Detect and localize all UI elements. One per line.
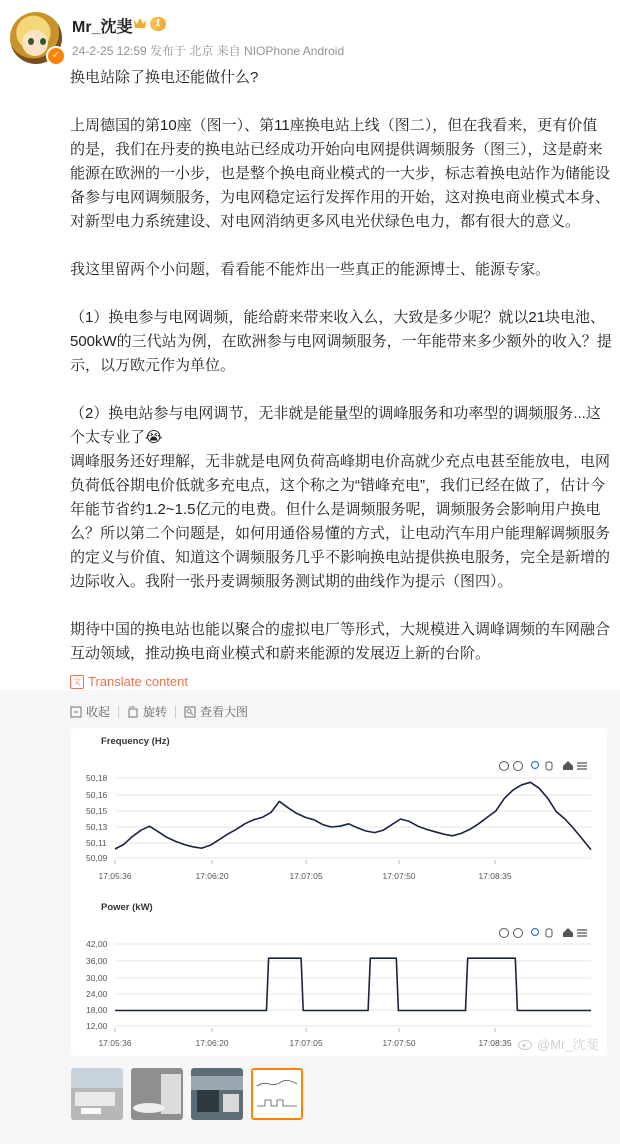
post-paragraph: （2）换电站参与电网调节，无非就是能量型的调峰服务和功率型的调频服务...这个太专业了😭 (70, 405, 601, 446)
y-tick-label: 24,00 (86, 989, 108, 999)
chart-svg (71, 728, 607, 1056)
collapse-icon (70, 706, 82, 718)
magnifier-icon (532, 762, 539, 769)
post-paragraph: 调峰服务还好理解，无非就是电网负荷高峰期电价高就少充点电甚至能放电，电网负荷低谷期电价低就多充电点，这个称之为“错峰充电”，我们已经在做了，估计今年能节省约1.2~1.5亿元的电费。但什么是调频服务呢，调频服务会影响用户换电么？所以第二个问题是，如何用通俗易懂的方式，让电动汽车用户能理解调频服务的定义与价值、知道这个调频服务几乎不影响换电站提供换电服务，完全是新增的边际收入。我附一张丹麦调频服务测试期的曲线作为提示（图四）。 (70, 453, 611, 590)
y-tick-label: 50,15 (86, 806, 108, 816)
thumbnail-image (131, 1068, 183, 1120)
translate-icon: 文 (70, 675, 84, 689)
thumbnail-3[interactable] (191, 1068, 243, 1120)
verified-badge-icon: ✓ (46, 46, 66, 66)
divider (175, 706, 176, 718)
y-tick-label: 50,11 (86, 838, 107, 848)
view-large-button[interactable] (184, 703, 248, 720)
thumbnail-1[interactable] (71, 1068, 123, 1120)
x-tick-label: 17:08:35 (478, 871, 512, 881)
watermark (518, 1034, 599, 1053)
y-tick-label: 50,09 (86, 853, 108, 863)
rotate-button[interactable] (127, 703, 167, 720)
pan-hand-icon (546, 762, 552, 770)
view-large-label: 查看大图 (200, 705, 249, 719)
home-icon (563, 928, 573, 937)
y-tick-label: 12,00 (86, 1021, 108, 1031)
zoom-out-icon (514, 762, 523, 771)
collapse-button[interactable] (70, 703, 110, 720)
post-body (70, 66, 612, 666)
watermark-text: @Mr_沈斐 (537, 1037, 599, 1052)
translate-link[interactable] (70, 674, 188, 689)
paragraph-gap (70, 594, 612, 618)
divider (118, 706, 119, 718)
thumbnail-2[interactable] (131, 1068, 183, 1120)
menu-icon (577, 930, 587, 936)
view-large-icon (184, 706, 196, 718)
paragraph-gap (70, 282, 612, 306)
paragraph-gap (70, 234, 612, 258)
rotate-icon (127, 706, 139, 718)
post-paragraph: 我这里留两个小问题，看看能不能炸出一些真正的能源博士、能源专家。 (70, 261, 551, 278)
x-tick-label: 17:06:20 (195, 871, 229, 881)
frequency-series-line (115, 782, 591, 850)
y-tick-label: 18,00 (86, 1005, 108, 1015)
post-meta: 24-2-25 12:59 发布于 北京 来自 NIOPhone Android (72, 44, 345, 58)
magnifier-icon (532, 929, 539, 936)
y-tick-label: 30,00 (86, 973, 108, 983)
post-paragraph: （1）换电参与电网调频，能给蔚来带来收入么，大致是多少呢？就以21块电池、500kW的三代站为例，在欧洲参与电网调频服务，一年能带来多少额外的收入？提示，以万欧元作为单位。 (70, 309, 612, 374)
media-toolbar (70, 703, 248, 720)
paragraph-gap (70, 90, 612, 114)
y-tick-label: 50,13 (86, 822, 108, 832)
username[interactable]: Mr_沈斐 (72, 19, 133, 36)
collapse-label: 收起 (86, 705, 111, 719)
thumbnail-image (253, 1070, 301, 1118)
y-tick-label: 36,00 (86, 956, 108, 966)
zoom-out-icon (514, 929, 523, 938)
chart-title: Power (kW) (101, 902, 153, 913)
x-tick-label: 17:08:35 (478, 1038, 512, 1048)
level-badge: 1 (150, 17, 166, 31)
chart-image[interactable] (71, 728, 607, 1056)
x-tick-label: 17:05:36 (98, 871, 132, 881)
y-tick-label: 42,00 (86, 939, 108, 949)
zoom-in-icon (500, 762, 509, 771)
avatar-eye (28, 38, 34, 45)
paragraph-gap (70, 378, 612, 402)
post-paragraph: 上周德国的第10座（图一）、第11座换电站上线（图二），但在我看来，更有价值的是，我们在丹麦的换电站已经成功开始向电网提供调频服务（图三），这是蔚来能源在欧洲的一小步，也是整个换电商业模式的一大步，标志着换电站作为储能设备参与电网调频服务，为电网稳定运行发挥作用的开始，这对换电商业模式本身、对新型电力系统建设、对电网消纳更多风电光伏绿色电力，都有很大的意义。 (70, 117, 611, 230)
home-icon (563, 761, 573, 770)
chart-title: Frequency (Hz) (101, 736, 170, 747)
x-tick-label: 17:06:20 (195, 1038, 229, 1048)
thumbnail-strip (71, 1068, 303, 1120)
thumbnail-image (191, 1068, 243, 1120)
post-paragraph: 换电站除了换电还能做什么? (70, 69, 259, 86)
rotate-label: 旋转 (143, 705, 168, 719)
menu-icon (577, 763, 587, 769)
translate-label: Translate content (88, 674, 188, 689)
thumbnail-image (71, 1068, 123, 1120)
x-tick-label: 17:07:05 (289, 1038, 323, 1048)
power-series-line (115, 958, 591, 1010)
pan-hand-icon (546, 929, 552, 937)
y-tick-label: 50,18 (86, 773, 108, 783)
crown-icon (132, 15, 148, 31)
y-tick-label: 50,16 (86, 790, 108, 800)
zoom-in-icon (500, 929, 509, 938)
x-tick-label: 17:07:50 (382, 871, 416, 881)
x-tick-label: 17:05:36 (98, 1038, 132, 1048)
x-tick-label: 17:07:05 (289, 871, 323, 881)
x-tick-label: 17:07:50 (382, 1038, 416, 1048)
post-paragraph: 期待中国的换电站也能以聚合的虚拟电厂等形式，大规模进入调峰调频的车网融合互动领域，推动换电商业模式和蔚来能源的发展迈上新的台阶。 (70, 621, 611, 662)
avatar-eye (40, 38, 46, 45)
thumbnail-4-selected[interactable] (251, 1068, 303, 1120)
weibo-logo-icon (518, 1037, 534, 1050)
